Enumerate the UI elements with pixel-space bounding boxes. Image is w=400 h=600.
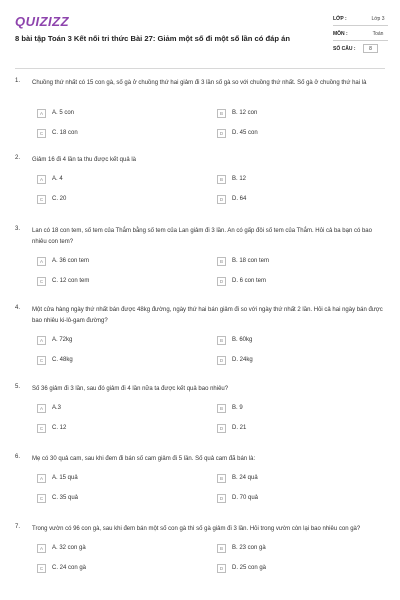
header-divider — [15, 68, 385, 69]
option-text: A. 15 quả — [52, 475, 78, 481]
option-letter-box[interactable]: B — [217, 404, 226, 413]
option-text: D. 25 con gà — [232, 565, 267, 571]
subject-underline — [333, 40, 388, 41]
option-text: B. 60kg — [232, 336, 253, 343]
question-number: 1. — [15, 78, 21, 84]
question-text: Chuồng thứ nhất có 15 con gà, số gà ở chuồng thứ hai giảm đi 3 lần số gà so với chuồng thứ nhất. Số gà ở chuồng thứ hai là — [32, 80, 367, 86]
grade-value: Lớp 3 — [371, 16, 385, 22]
option-letter-box[interactable]: C — [37, 356, 46, 365]
option-letter-box[interactable]: A — [37, 175, 46, 184]
option-letter-box[interactable]: A — [37, 336, 46, 345]
option-text: B. 12 — [232, 176, 247, 182]
option-text: A.3 — [52, 405, 62, 411]
question-text: Mẹ có 30 quả cam, sau khi đem đi bán số cam giảm đi 5 lần. Số quả cam đã bán là: — [32, 456, 256, 462]
option-text: D. 70 quả — [232, 495, 259, 501]
option-letter-box[interactable]: A — [37, 404, 46, 413]
option-letter-box[interactable]: C — [37, 564, 46, 573]
option-letter-box[interactable]: A — [37, 474, 46, 483]
question-number: 3. — [15, 226, 21, 232]
option-letter-box[interactable]: D — [217, 494, 226, 503]
option-text: B. 24 quả — [232, 475, 258, 481]
option-letter-box[interactable]: B — [217, 544, 226, 553]
option-letter-box[interactable]: A — [37, 257, 46, 266]
option-text: C. 18 con — [52, 129, 78, 136]
option-letter-box[interactable]: D — [217, 564, 226, 573]
worksheet-header — [0, 0, 400, 70]
question-text: Trong vườn có 96 con gà, sau khi đem bán một số con gà thì số gà giảm đi 3 lần. Hỏi trong vườn còn lại bao nhiêu con gà? — [32, 526, 361, 532]
option-text: B. 18 con tem — [232, 257, 270, 264]
option-letter-box[interactable]: B — [217, 336, 226, 345]
option-text: B. 9 — [232, 405, 243, 411]
option-letter-box[interactable]: D — [217, 129, 226, 138]
option-letter-box[interactable]: C — [37, 494, 46, 503]
option-text: C. 48kg — [52, 356, 73, 363]
grade-label: LỚP : — [333, 16, 347, 22]
option-text: A. 4 — [52, 176, 63, 182]
option-letter-box[interactable]: B — [217, 257, 226, 266]
question-count-label: SỐ CÂU : — [333, 46, 356, 52]
option-letter-box[interactable]: D — [217, 356, 226, 365]
option-text: B. 23 con gà — [232, 545, 266, 551]
option-text: C. 12 — [52, 425, 67, 431]
subject-label: MÔN : — [333, 31, 348, 37]
option-text: D. 6 con tem — [232, 277, 267, 284]
option-text: C. 35 quả — [52, 495, 79, 501]
question-text: Lan có 18 con tem, số tem của Thắm bằng số tem của Lan giảm đi 3 lần. An có gấp đôi số tem của Thắm. Hỏi cả ba bạn có bao nhiêu con tem? — [32, 228, 372, 245]
worksheet-title: 8 bài tập Toán 3 Kết nối tri thức Bài 27: Giảm một số đi một số lần có đáp án — [15, 34, 290, 43]
option-text: D. 24kg — [232, 356, 253, 363]
quizizz-logo: QUIZIZZ — [15, 14, 70, 29]
option-text: C. 20 — [52, 196, 67, 202]
option-letter-box[interactable]: B — [217, 109, 226, 118]
option-text: B. 12 con — [232, 109, 258, 116]
option-letter-box[interactable]: D — [217, 424, 226, 433]
question-number: 5. — [15, 384, 21, 390]
option-text: D. 21 — [232, 425, 247, 431]
grade-underline — [333, 25, 388, 26]
option-letter-box[interactable]: D — [217, 277, 226, 286]
option-text: C. 12 con tem — [52, 277, 90, 284]
subject-value: Toán — [372, 31, 384, 37]
option-text: A. 32 con gà — [52, 545, 86, 551]
option-letter-box[interactable]: A — [37, 109, 46, 118]
option-letter-box[interactable]: C — [37, 424, 46, 433]
option-text: D. 45 con — [232, 129, 258, 136]
option-text: A. 72kg — [52, 336, 73, 343]
option-letter-box[interactable]: D — [217, 195, 226, 204]
option-text: A. 5 con — [52, 109, 75, 116]
question-text: Một cửa hàng ngày thứ nhất bán được 48kg đường, ngày thứ hai bán giảm đi so với ngày thứ nhất 2 lần. Hỏi cả hai ngày bán được bao nhiêu ki-lô-gam đường? — [32, 307, 383, 324]
option-letter-box[interactable]: C — [37, 195, 46, 204]
question-number: 7. — [15, 524, 21, 530]
question-text: Số 36 giảm đi 3 lần, sau đó giảm đi 4 lần nữa ta được kết quả bao nhiêu? — [32, 386, 229, 392]
question-number: 4. — [15, 305, 21, 311]
question-text: Giảm 16 đi 4 lần ta thu được kết quả là — [32, 157, 137, 163]
question-number: 6. — [15, 454, 21, 460]
option-text: D. 64 — [232, 196, 247, 202]
question-number: 2. — [15, 155, 21, 161]
option-letter-box[interactable]: C — [37, 277, 46, 286]
option-letter-box[interactable]: C — [37, 129, 46, 138]
option-text: C. 24 con gà — [52, 565, 87, 571]
option-letter-box[interactable]: A — [37, 544, 46, 553]
option-letter-box[interactable]: B — [217, 175, 226, 184]
option-letter-box[interactable]: B — [217, 474, 226, 483]
question-count-value: 8 — [369, 46, 372, 52]
option-text: A. 36 con tem — [52, 257, 90, 264]
